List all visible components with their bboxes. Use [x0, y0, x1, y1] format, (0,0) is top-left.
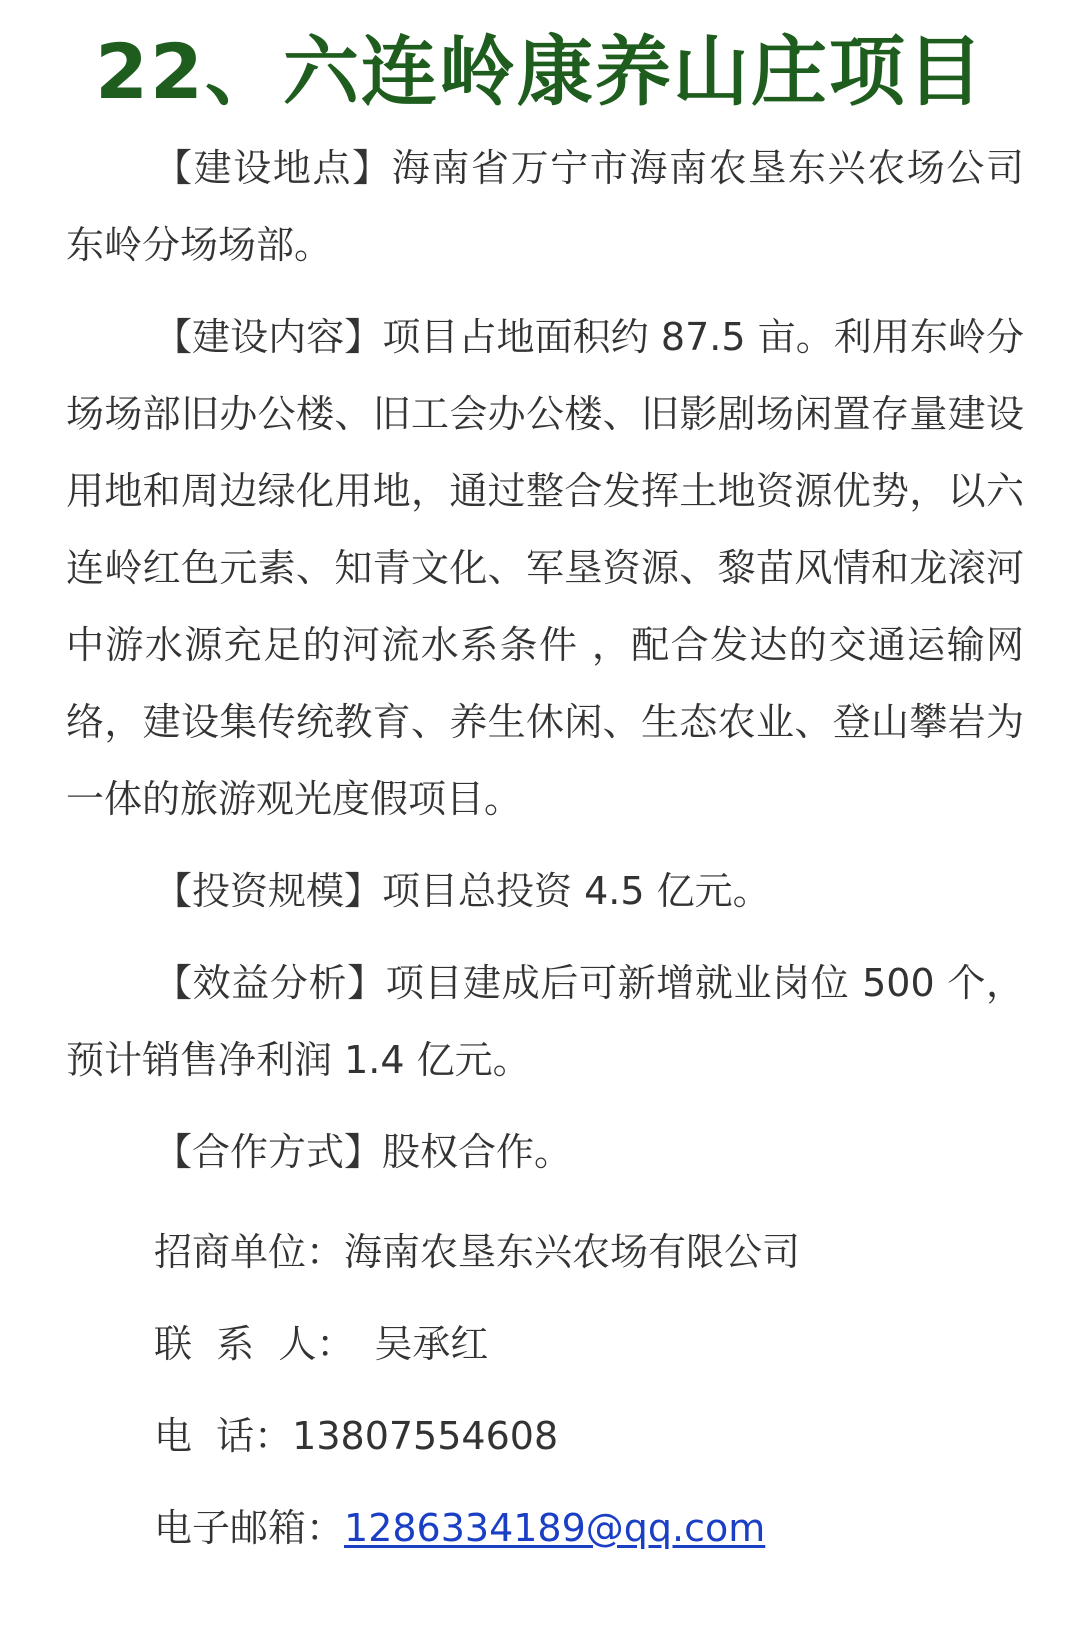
section-content-text: 项目占地面积约 87.5 亩。利用东岭分场场部旧办公楼、旧工会办公楼、旧影剧场闲置存量建设用地和周边绿化用地，通过整合发挥土地资源优势，以六连岭红色元素、知青文化、军垦资源、黎苗风情和龙滚河中游水源充足的河流水系条件 ，配合发达的交通运输网络，建设集传统教育、养生休闲、生态农业、登山攀岩为一体的旅游观光度假项目。 — [66, 315, 1024, 821]
contact-email — [66, 1482, 1024, 1574]
contact-unit-label: 招商单位： — [154, 1230, 345, 1274]
contact-phone-value: 13807554608 — [292, 1414, 559, 1458]
section-benefit-text: 项目建成后可新增就业岗位 500 个，预计销售净利润 1.4 亿元。 — [66, 961, 1024, 1082]
page-title: 22、六连岭康养山庄项目 — [95, 27, 985, 116]
section-cooperation-label: 【合作方式】 — [154, 1130, 383, 1174]
contact-person-value: 吴承红 — [374, 1322, 489, 1366]
section-content-label: 【建设内容】 — [154, 315, 383, 359]
section-content — [66, 299, 1024, 838]
contact-phone-label: 电 话： — [154, 1414, 293, 1458]
section-benefit — [66, 945, 1024, 1099]
section-investment-text: 项目总投资 4.5 亿元。 — [382, 869, 771, 913]
contact-phone — [66, 1390, 1024, 1482]
section-cooperation-text: 股权合作。 — [382, 1130, 573, 1174]
section-investment — [66, 853, 1024, 930]
contact-person-label: 联 系 人： — [154, 1322, 355, 1366]
section-location-label: 【建设地点】 — [154, 146, 392, 190]
section-cooperation — [66, 1114, 1024, 1191]
section-location — [66, 130, 1024, 284]
contact-email-label: 电子邮箱： — [154, 1506, 345, 1550]
section-location-text: 海南省万宁市海南农垦东兴农场公司东岭分场场部。 — [66, 146, 1024, 267]
contact-unit-value: 海南农垦东兴农场有限公司 — [344, 1230, 801, 1274]
contact-unit — [66, 1206, 1024, 1298]
document-body — [66, 130, 1024, 1574]
section-investment-label: 【投资规模】 — [154, 869, 383, 913]
section-benefit-label: 【效益分析】 — [154, 961, 386, 1005]
contact-person — [66, 1298, 1024, 1390]
email-link[interactable]: 1286334189@qq.com — [344, 1506, 766, 1550]
